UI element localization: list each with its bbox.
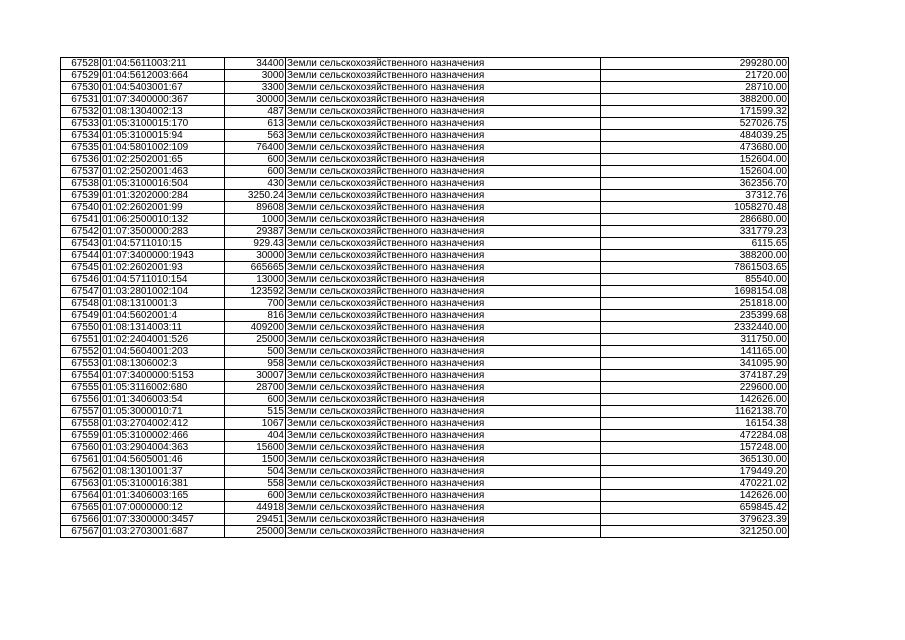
table-row <box>61 394 789 406</box>
table-row <box>61 262 789 274</box>
area-cell: 123592 <box>225 286 286 298</box>
cadastral-number-cell: 01:03:2801002:104 <box>101 286 225 298</box>
area-cell: 89608 <box>225 202 286 214</box>
area-cell: 3250.24 <box>225 190 286 202</box>
cadastral-number-cell: 01:08:1306002:3 <box>101 358 225 370</box>
cadastral-value-cell: 152604.00 <box>601 154 789 166</box>
cadastral-number-cell: 01:03:2703001:687 <box>101 526 225 538</box>
land-category-cell: Земли сельскохозяйственного назначения <box>286 142 601 154</box>
area-cell: 3300 <box>225 82 286 94</box>
cadastral-value-cell: 1058270.48 <box>601 202 789 214</box>
land-category-cell: Земли сельскохозяйственного назначения <box>286 106 601 118</box>
cadastral-number-cell: 01:04:5605001:46 <box>101 454 225 466</box>
area-cell: 665665 <box>225 262 286 274</box>
cadastral-number-cell: 01:05:3100016:381 <box>101 478 225 490</box>
row-number-cell: 67554 <box>61 370 101 382</box>
table-row <box>61 430 789 442</box>
row-number-cell: 67550 <box>61 322 101 334</box>
cadastral-number-cell: 01:08:1314003:11 <box>101 322 225 334</box>
cadastral-value-cell: 152604.00 <box>601 166 789 178</box>
cadastral-number-cell: 01:02:2502001:65 <box>101 154 225 166</box>
cadastral-value-cell: 388200.00 <box>601 94 789 106</box>
land-category-cell: Земли сельскохозяйственного назначения <box>286 382 601 394</box>
land-category-cell: Земли сельскохозяйственного назначения <box>286 346 601 358</box>
cadastral-number-cell: 01:02:2404001:526 <box>101 334 225 346</box>
table-row <box>61 358 789 370</box>
cadastral-value-cell: 286680.00 <box>601 214 789 226</box>
table-row <box>61 154 789 166</box>
area-cell: 28700 <box>225 382 286 394</box>
row-number-cell: 67560 <box>61 442 101 454</box>
row-number-cell: 67567 <box>61 526 101 538</box>
cadastral-value-cell: 142626.00 <box>601 394 789 406</box>
row-number-cell: 67538 <box>61 178 101 190</box>
area-cell: 600 <box>225 154 286 166</box>
area-cell: 600 <box>225 394 286 406</box>
land-category-cell: Земли сельскохозяйственного назначения <box>286 310 601 322</box>
area-cell: 30000 <box>225 94 286 106</box>
table-row <box>61 466 789 478</box>
area-cell: 958 <box>225 358 286 370</box>
row-number-cell: 67547 <box>61 286 101 298</box>
row-number-cell: 67559 <box>61 430 101 442</box>
area-cell: 563 <box>225 130 286 142</box>
table-row <box>61 514 789 526</box>
table-row <box>61 286 789 298</box>
table-row <box>61 310 789 322</box>
row-number-cell: 67546 <box>61 274 101 286</box>
cadastral-value-cell: 85540.00 <box>601 274 789 286</box>
cadastral-number-cell: 01:08:1301001:37 <box>101 466 225 478</box>
row-number-cell: 67530 <box>61 82 101 94</box>
land-category-cell: Земли сельскохозяйственного назначения <box>286 286 601 298</box>
land-category-cell: Земли сельскохозяйственного назначения <box>286 94 601 106</box>
land-category-cell: Земли сельскохозяйственного назначения <box>286 190 601 202</box>
table-row <box>61 370 789 382</box>
land-category-cell: Земли сельскохозяйственного назначения <box>286 214 601 226</box>
land-registry-table <box>60 57 789 538</box>
cadastral-value-cell: 6115.65 <box>601 238 789 250</box>
area-cell: 613 <box>225 118 286 130</box>
cadastral-number-cell: 01:08:1310001:3 <box>101 298 225 310</box>
land-category-cell: Земли сельскохозяйственного назначения <box>286 226 601 238</box>
table-row <box>61 70 789 82</box>
table-row <box>61 502 789 514</box>
cadastral-value-cell: 229600.00 <box>601 382 789 394</box>
land-category-cell: Земли сельскохозяйственного назначения <box>286 154 601 166</box>
row-number-cell: 67549 <box>61 310 101 322</box>
table-row <box>61 202 789 214</box>
area-cell: 30000 <box>225 250 286 262</box>
row-number-cell: 67555 <box>61 382 101 394</box>
cadastral-number-cell: 01:07:3300000:3457 <box>101 514 225 526</box>
cadastral-number-cell: 01:07:3400000:1943 <box>101 250 225 262</box>
cadastral-value-cell: 21720.00 <box>601 70 789 82</box>
row-number-cell: 67556 <box>61 394 101 406</box>
land-category-cell: Земли сельскохозяйственного назначения <box>286 298 601 310</box>
land-category-cell: Земли сельскохозяйственного назначения <box>286 262 601 274</box>
cadastral-value-cell: 321250.00 <box>601 526 789 538</box>
row-number-cell: 67528 <box>61 58 101 70</box>
table-row <box>61 142 789 154</box>
area-cell: 600 <box>225 490 286 502</box>
row-number-cell: 67558 <box>61 418 101 430</box>
table-row <box>61 214 789 226</box>
row-number-cell: 67532 <box>61 106 101 118</box>
area-cell: 30007 <box>225 370 286 382</box>
cadastral-number-cell: 01:06:2500010:132 <box>101 214 225 226</box>
land-category-cell: Земли сельскохозяйственного назначения <box>286 274 601 286</box>
cadastral-number-cell: 01:02:2602001:93 <box>101 262 225 274</box>
cadastral-value-cell: 379623.39 <box>601 514 789 526</box>
land-category-cell: Земли сельскохозяйственного назначения <box>286 466 601 478</box>
table-row <box>61 526 789 538</box>
table-row <box>61 406 789 418</box>
cadastral-value-cell: 141165.00 <box>601 346 789 358</box>
cadastral-value-cell: 1162138.70 <box>601 406 789 418</box>
row-number-cell: 67529 <box>61 70 101 82</box>
row-number-cell: 67552 <box>61 346 101 358</box>
table-row <box>61 226 789 238</box>
land-category-cell: Земли сельскохозяйственного назначения <box>286 418 601 430</box>
area-cell: 15600 <box>225 442 286 454</box>
land-category-cell: Земли сельскохозяйственного назначения <box>286 82 601 94</box>
table-row <box>61 454 789 466</box>
table-row <box>61 478 789 490</box>
cadastral-value-cell: 659845.42 <box>601 502 789 514</box>
cadastral-number-cell: 01:05:3100002:466 <box>101 430 225 442</box>
row-number-cell: 67553 <box>61 358 101 370</box>
row-number-cell: 67544 <box>61 250 101 262</box>
row-number-cell: 67565 <box>61 502 101 514</box>
table-row <box>61 82 789 94</box>
land-category-cell: Земли сельскохозяйственного назначения <box>286 322 601 334</box>
cadastral-number-cell: 01:07:3500000:283 <box>101 226 225 238</box>
area-cell: 816 <box>225 310 286 322</box>
row-number-cell: 67535 <box>61 142 101 154</box>
cadastral-value-cell: 331779.23 <box>601 226 789 238</box>
area-cell: 558 <box>225 478 286 490</box>
land-category-cell: Земли сельскохозяйственного назначения <box>286 250 601 262</box>
area-cell: 1000 <box>225 214 286 226</box>
row-number-cell: 67537 <box>61 166 101 178</box>
land-category-cell: Земли сельскохозяйственного назначения <box>286 490 601 502</box>
cadastral-value-cell: 251818.00 <box>601 298 789 310</box>
cadastral-value-cell: 341095.90 <box>601 358 789 370</box>
row-number-cell: 67548 <box>61 298 101 310</box>
cadastral-number-cell: 01:08:1304002:13 <box>101 106 225 118</box>
cadastral-number-cell: 01:03:2704002:412 <box>101 418 225 430</box>
cadastral-value-cell: 472284.08 <box>601 430 789 442</box>
cadastral-value-cell: 7861503.65 <box>601 262 789 274</box>
table-row <box>61 250 789 262</box>
area-cell: 76400 <box>225 142 286 154</box>
land-category-cell: Земли сельскохозяйственного назначения <box>286 70 601 82</box>
row-number-cell: 67543 <box>61 238 101 250</box>
land-category-cell: Земли сельскохозяйственного назначения <box>286 130 601 142</box>
row-number-cell: 67534 <box>61 130 101 142</box>
cadastral-value-cell: 484039.25 <box>601 130 789 142</box>
area-cell: 34400 <box>225 58 286 70</box>
table-row <box>61 94 789 106</box>
land-category-cell: Земли сельскохозяйственного назначения <box>286 334 601 346</box>
cadastral-value-cell: 28710.00 <box>601 82 789 94</box>
cadastral-value-cell: 171599.32 <box>601 106 789 118</box>
land-category-cell: Земли сельскохозяйственного назначения <box>286 406 601 418</box>
cadastral-number-cell: 01:05:3100015:94 <box>101 130 225 142</box>
cadastral-value-cell: 299280.00 <box>601 58 789 70</box>
area-cell: 29387 <box>225 226 286 238</box>
cadastral-number-cell: 01:04:5403001:67 <box>101 82 225 94</box>
land-category-cell: Земли сельскохозяйственного назначения <box>286 118 601 130</box>
table-row <box>61 490 789 502</box>
cadastral-value-cell: 1698154.08 <box>601 286 789 298</box>
land-category-cell: Земли сельскохозяйственного назначения <box>286 454 601 466</box>
cadastral-value-cell: 365130.00 <box>601 454 789 466</box>
row-number-cell: 67541 <box>61 214 101 226</box>
row-number-cell: 67539 <box>61 190 101 202</box>
cadastral-value-cell: 2332440.00 <box>601 322 789 334</box>
cadastral-number-cell: 01:05:3100016:504 <box>101 178 225 190</box>
cadastral-number-cell: 01:04:5612003:664 <box>101 70 225 82</box>
cadastral-number-cell: 01:04:5604001:203 <box>101 346 225 358</box>
table-row <box>61 190 789 202</box>
row-number-cell: 67551 <box>61 334 101 346</box>
cadastral-value-cell: 374187.29 <box>601 370 789 382</box>
land-category-cell: Земли сельскохозяйственного назначения <box>286 178 601 190</box>
table-row <box>61 382 789 394</box>
area-cell: 3000 <box>225 70 286 82</box>
cadastral-number-cell: 01:04:5711010:15 <box>101 238 225 250</box>
land-category-cell: Земли сельскохозяйственного назначения <box>286 442 601 454</box>
area-cell: 487 <box>225 106 286 118</box>
row-number-cell: 67533 <box>61 118 101 130</box>
land-category-cell: Земли сельскохозяйственного назначения <box>286 238 601 250</box>
cadastral-value-cell: 179449.20 <box>601 466 789 478</box>
row-number-cell: 67566 <box>61 514 101 526</box>
cadastral-number-cell: 01:01:3406003:165 <box>101 490 225 502</box>
cadastral-number-cell: 01:01:3202000:284 <box>101 190 225 202</box>
table-row <box>61 238 789 250</box>
cadastral-number-cell: 01:04:5602001:4 <box>101 310 225 322</box>
land-category-cell: Земли сельскохозяйственного назначения <box>286 394 601 406</box>
land-category-cell: Земли сельскохозяйственного назначения <box>286 526 601 538</box>
row-number-cell: 67540 <box>61 202 101 214</box>
cadastral-number-cell: 01:03:2904004:363 <box>101 442 225 454</box>
area-cell: 1067 <box>225 418 286 430</box>
table-row <box>61 346 789 358</box>
land-category-cell: Земли сельскохозяйственного назначения <box>286 502 601 514</box>
area-cell: 430 <box>225 178 286 190</box>
table-row <box>61 274 789 286</box>
row-number-cell: 67561 <box>61 454 101 466</box>
land-category-cell: Земли сельскохозяйственного назначения <box>286 358 601 370</box>
cadastral-value-cell: 470221.02 <box>601 478 789 490</box>
area-cell: 29451 <box>225 514 286 526</box>
area-cell: 515 <box>225 406 286 418</box>
cadastral-number-cell: 01:01:3406003:54 <box>101 394 225 406</box>
table-row <box>61 58 789 70</box>
cadastral-value-cell: 235399.68 <box>601 310 789 322</box>
row-number-cell: 67536 <box>61 154 101 166</box>
cadastral-value-cell: 37312.76 <box>601 190 789 202</box>
land-category-cell: Земли сельскохозяйственного назначения <box>286 430 601 442</box>
table-row <box>61 118 789 130</box>
cadastral-value-cell: 388200.00 <box>601 250 789 262</box>
cadastral-value-cell: 311750.00 <box>601 334 789 346</box>
cadastral-number-cell: 01:07:0000000:12 <box>101 502 225 514</box>
cadastral-value-cell: 362356.70 <box>601 178 789 190</box>
row-number-cell: 67531 <box>61 94 101 106</box>
area-cell: 25000 <box>225 526 286 538</box>
area-cell: 700 <box>225 298 286 310</box>
table-row <box>61 334 789 346</box>
area-cell: 404 <box>225 430 286 442</box>
table-row <box>61 166 789 178</box>
area-cell: 25000 <box>225 334 286 346</box>
table-row <box>61 130 789 142</box>
row-number-cell: 67562 <box>61 466 101 478</box>
cadastral-value-cell: 157248.00 <box>601 442 789 454</box>
cadastral-value-cell: 473680.00 <box>601 142 789 154</box>
cadastral-number-cell: 01:04:5611003:211 <box>101 58 225 70</box>
area-cell: 1500 <box>225 454 286 466</box>
area-cell: 409200 <box>225 322 286 334</box>
area-cell: 500 <box>225 346 286 358</box>
row-number-cell: 67542 <box>61 226 101 238</box>
area-cell: 504 <box>225 466 286 478</box>
cadastral-number-cell: 01:02:2602001:99 <box>101 202 225 214</box>
land-category-cell: Земли сельскохозяйственного назначения <box>286 478 601 490</box>
cadastral-value-cell: 142626.00 <box>601 490 789 502</box>
cadastral-number-cell: 01:04:5801002:109 <box>101 142 225 154</box>
cadastral-value-cell: 16154.38 <box>601 418 789 430</box>
cadastral-number-cell: 01:07:3400000:367 <box>101 94 225 106</box>
row-number-cell: 67557 <box>61 406 101 418</box>
land-category-cell: Земли сельскохозяйственного назначения <box>286 166 601 178</box>
cadastral-number-cell: 01:05:3116002:680 <box>101 382 225 394</box>
table-row <box>61 418 789 430</box>
row-number-cell: 67563 <box>61 478 101 490</box>
table-body <box>61 58 789 538</box>
area-cell: 44918 <box>225 502 286 514</box>
table-row <box>61 178 789 190</box>
cadastral-number-cell: 01:04:5711010:154 <box>101 274 225 286</box>
cadastral-number-cell: 01:02:2502001:463 <box>101 166 225 178</box>
cadastral-number-cell: 01:05:3100015:170 <box>101 118 225 130</box>
row-number-cell: 67564 <box>61 490 101 502</box>
land-category-cell: Земли сельскохозяйственного назначения <box>286 370 601 382</box>
area-cell: 13000 <box>225 274 286 286</box>
row-number-cell: 67545 <box>61 262 101 274</box>
table-row <box>61 442 789 454</box>
table-row <box>61 322 789 334</box>
table-row <box>61 106 789 118</box>
cadastral-number-cell: 01:07:3400000:5153 <box>101 370 225 382</box>
cadastral-value-cell: 527026.75 <box>601 118 789 130</box>
area-cell: 929.43 <box>225 238 286 250</box>
table-row <box>61 298 789 310</box>
land-category-cell: Земли сельскохозяйственного назначения <box>286 202 601 214</box>
cadastral-number-cell: 01:05:3000010:71 <box>101 406 225 418</box>
land-category-cell: Земли сельскохозяйственного назначения <box>286 58 601 70</box>
land-category-cell: Земли сельскохозяйственного назначения <box>286 514 601 526</box>
area-cell: 600 <box>225 166 286 178</box>
